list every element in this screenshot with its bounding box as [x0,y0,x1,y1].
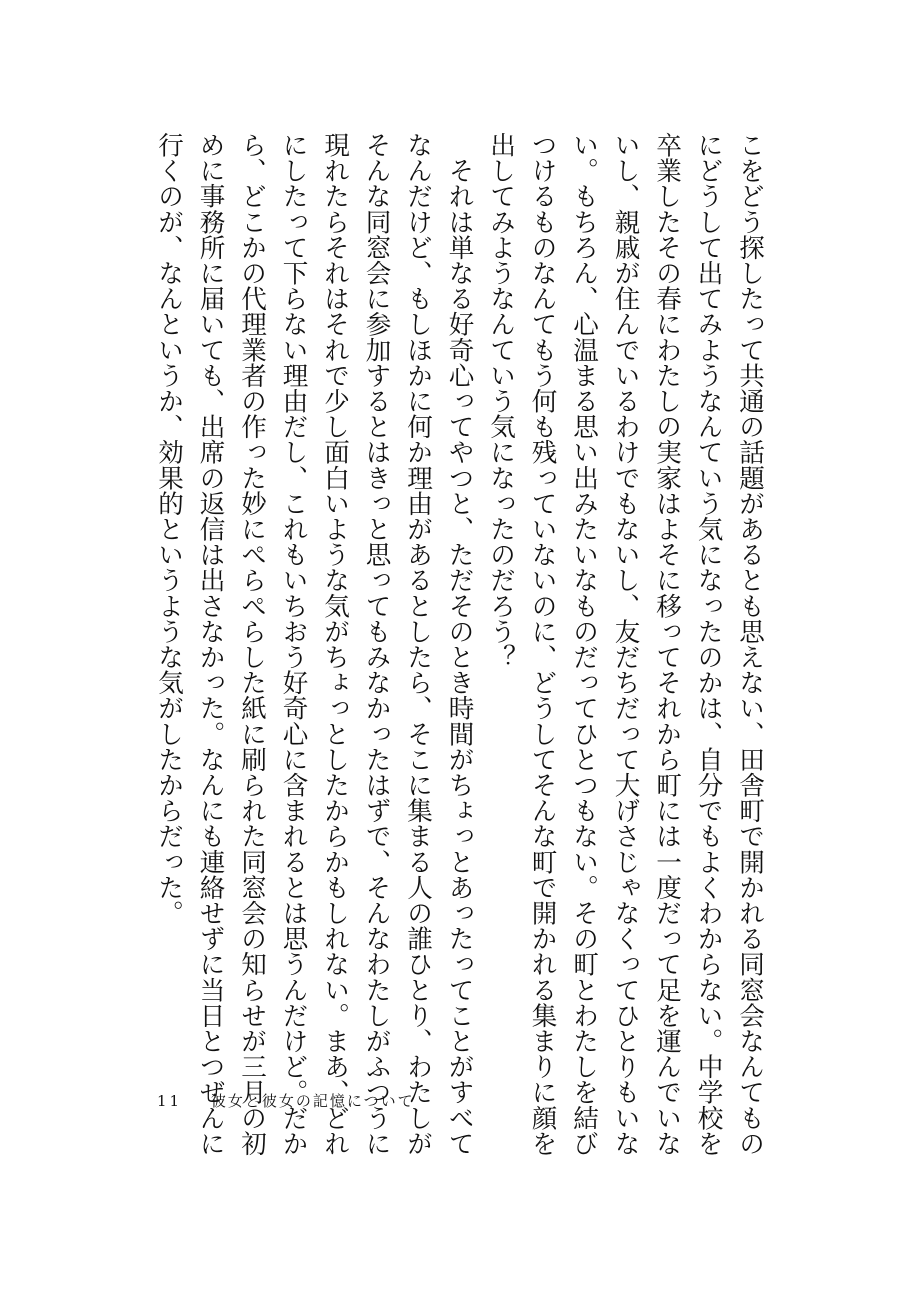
text-column: 卒業したその春にわたしの実家はよそに移ってそれから町には一度だって足を運んでいな [652,132,682,1156]
page-footer [157,1090,415,1111]
text-column: 出してみようなんていう気になったのだろう？ [486,132,516,670]
text-column: 行くのが、なんというか、効果的というような気がしたからだった。 [154,132,184,926]
text-column: にどうして出てみようなんていう気になったのかは、自分でもよくわからない。中学校を [693,132,724,1156]
text-column: なんだけど、もしほかに何か理由があるとしたら、そこに集まる人の誰ひとり、わたしが [403,132,433,1156]
text-column: こをどう探したって共通の話題があるとも思えない、田舎町で開かれる同窓会なんてもの [735,132,765,1156]
text-column: それは単なる好奇心ってやつと、ただそのとき時間がちょっとあったってことがすべて [444,132,475,1156]
text-column: 現れたらそれはそれで少し面白いような気がちょっとしたからかもしれない。まあ、どれ [320,132,350,1156]
text-column: めに事務所に届いても、出席の返信は出さなかった。なんにも連絡せずに当日とつぜんに [195,132,226,1156]
text-column: ら、どこかの代理業者の作った妙にぺらぺらした紙に刷られた同窓会の知らせが三月の初 [237,132,267,1156]
text-column: そんな同窓会に参加するとはきっと思ってもみなかったはずで、そんなわたしがふつうに [361,132,392,1156]
text-column: つけるものなんてもう何も残っていないのに、どうしてそんな町で開かれる集まりに顔を [527,132,558,1156]
running-title: 彼女と彼女の記憶について [210,1092,415,1110]
text-column: い。もちろん、心温まる思い出みたいなものだってひとつもない。その町とわたしを結び [569,132,599,1156]
text-column: にしたって下らない理由だし、これもいちおう好奇心に含まれるとは思うんだけど。だか [278,132,309,1156]
text-column: いし、親戚が住んでいるわけでもないし、友だちだって大げさじゃなくってひとりもいな [610,132,641,1156]
page-number: 11 [157,1092,183,1110]
